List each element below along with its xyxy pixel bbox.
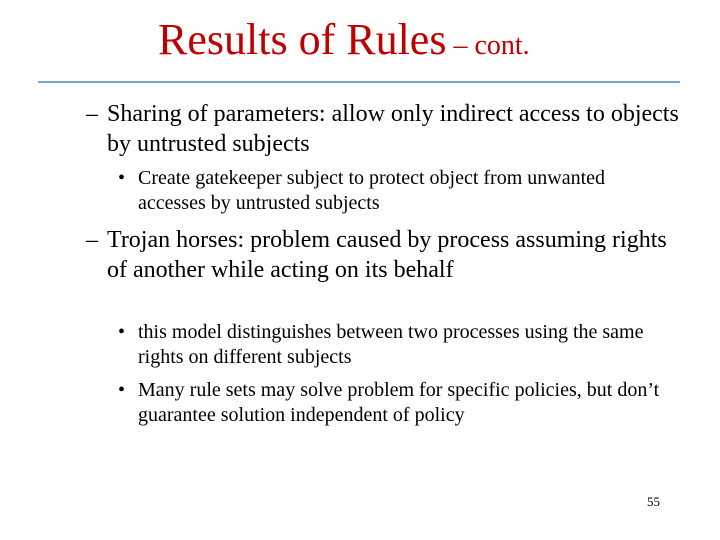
sub-bullet-text: this model distinguishes between two processes using the same rights on different subjects — [138, 321, 644, 368]
bullet-text: Trojan horses: problem caused by process assuming rights of another while acting on its behalf — [107, 227, 667, 283]
sub-bullet-text: Many rule sets may solve problem for specific policies, but don’t guarantee solution independent of policy — [138, 379, 660, 426]
dash-marker: – — [86, 101, 98, 127]
slide-title-continuation: – cont. — [446, 30, 530, 61]
sub-bullet-item — [118, 378, 666, 428]
sub-bullet-item — [118, 166, 666, 216]
bullet-dot-marker: • — [118, 167, 126, 189]
bullet-item — [86, 225, 686, 285]
bullet-item — [86, 99, 686, 159]
page-number: 55 — [647, 494, 660, 509]
bullet-dot-marker: • — [118, 379, 126, 401]
sub-bullet-item — [118, 320, 666, 370]
bullet-text: Sharing of parameters: allow only indirect access to objects by untrusted subjects — [107, 101, 679, 157]
slide-title-main: Results of Rules — [158, 15, 447, 64]
sub-bullet-text: Create gatekeeper subject to protect object from unwanted accesses by untrusted subjects — [138, 167, 606, 214]
bullet-dot-marker: • — [118, 321, 126, 343]
dash-marker: – — [86, 227, 98, 253]
